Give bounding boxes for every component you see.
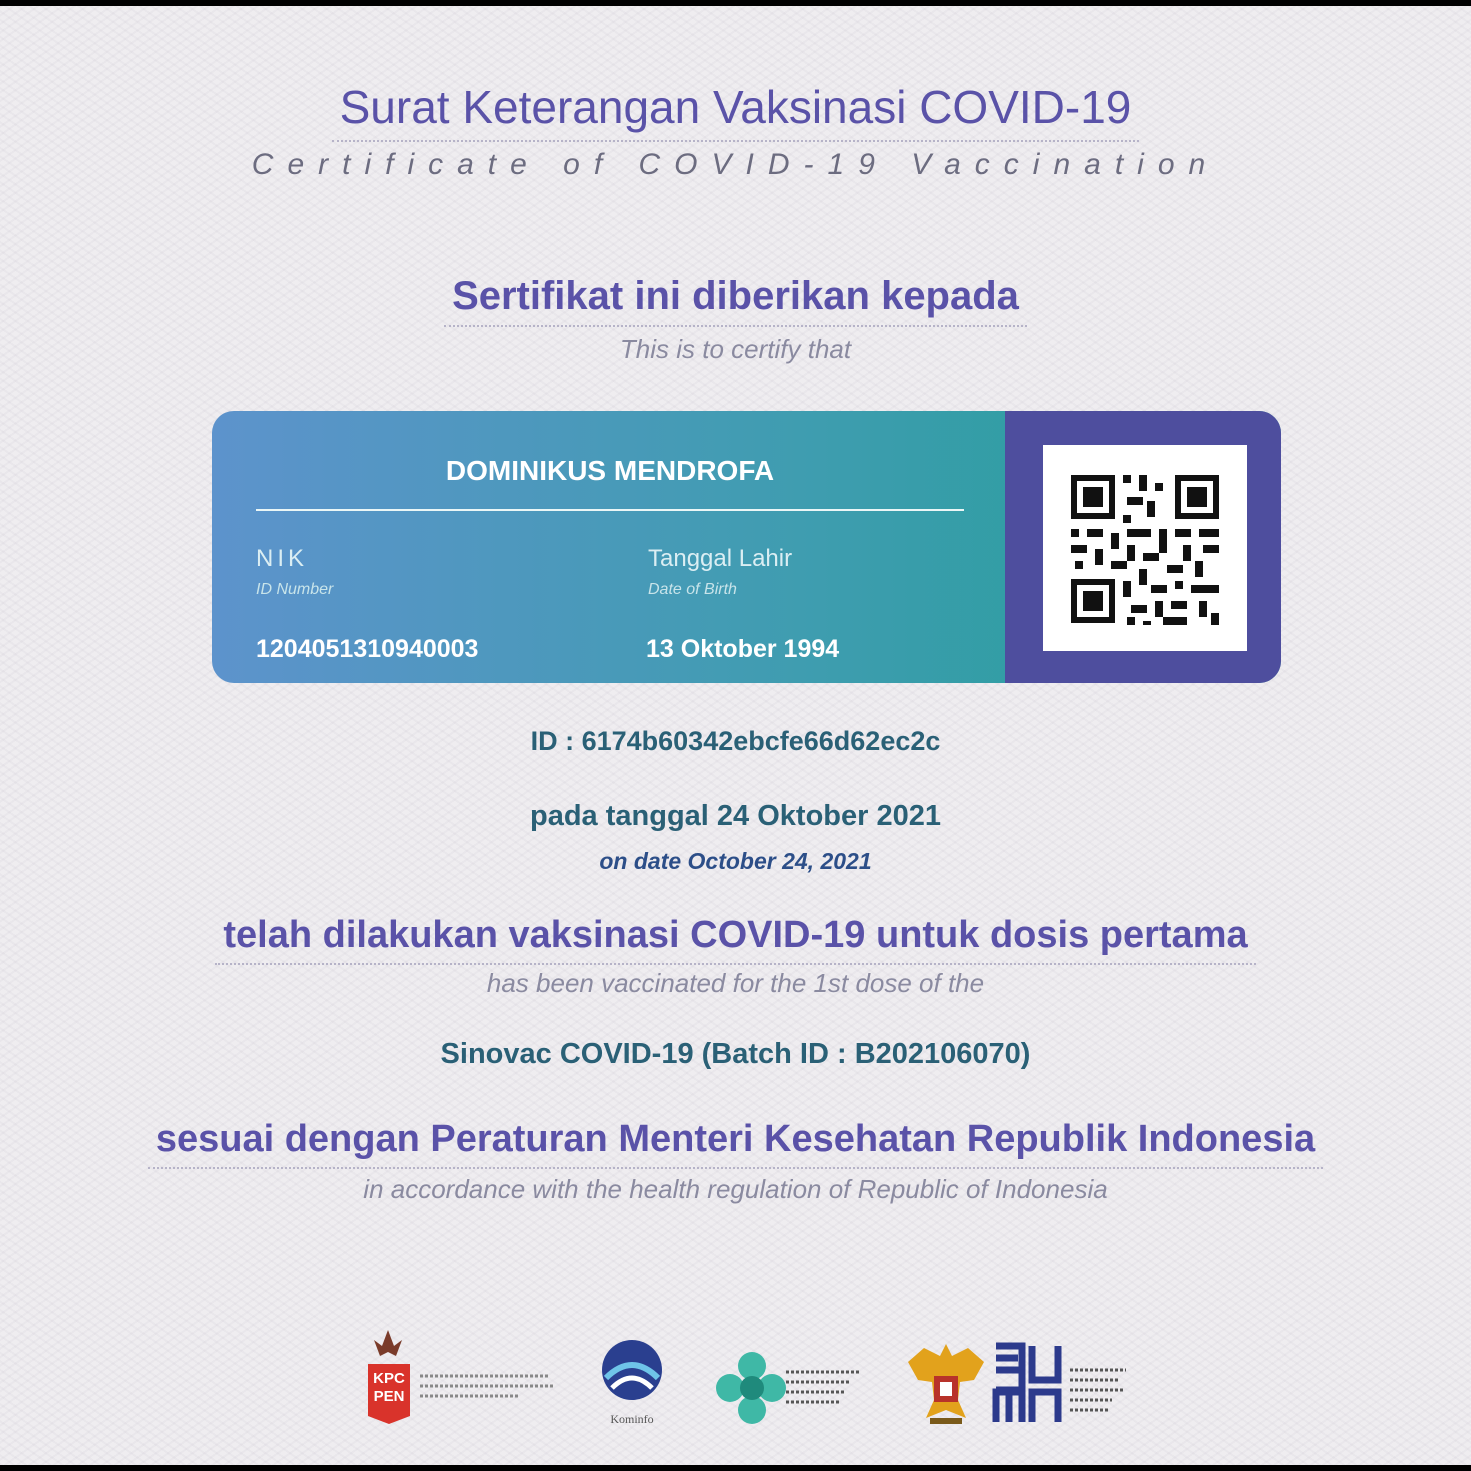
vaccine-batch: Sinovac COVID-19 (Batch ID : B202106070): [440, 1038, 1031, 1070]
kominfo-text: Kominfo: [610, 1412, 654, 1426]
vaccination-date-en: on date October 24, 2021: [599, 848, 872, 874]
garuda-icon: [904, 1340, 988, 1430]
dose-statement-en: has been vaccinated for the 1st dose of the: [486, 968, 985, 998]
identity-card: [212, 411, 1281, 683]
qr-code[interactable]: [1043, 445, 1247, 651]
certificate-id: ID : 6174b60342ebcfe66d62ec2c: [530, 726, 941, 756]
regulation-statement-en: in accordance with the health regulation of Republic of Indonesia: [363, 1174, 1108, 1204]
certificate-page: [0, 6, 1471, 1465]
kominfo-emblem-icon: [592, 1332, 672, 1412]
name-divider: [256, 509, 964, 511]
kominfo-logo: [592, 1332, 672, 1426]
kpcpen-top-text: KPC: [373, 1370, 405, 1387]
kemenkes-cross-icon: [710, 1350, 870, 1430]
garuda-pancasila-logo: [904, 1340, 988, 1435]
nik-sublabel: ID Number: [256, 581, 334, 598]
qr-panel: [1005, 411, 1281, 683]
qr-code-icon: [1043, 445, 1247, 651]
bumn-logo: [992, 1340, 1132, 1435]
regulation-statement: sesuai dengan Peraturan Menteri Kesehatan Republik Indonesia: [0, 1118, 1471, 1169]
dose-statement: telah dilakukan vaksinasi COVID-19 untuk dosis pertama: [0, 914, 1471, 965]
dob-value: 13 Oktober 1994: [646, 635, 840, 663]
vaccination-date: pada tanggal 24 Oktober 2021: [530, 800, 941, 832]
certificate-subtitle: Certificate of COVID-19 Vaccination: [251, 148, 1220, 181]
kpcpen-logo: [368, 1326, 558, 1431]
nik-label: NIK: [256, 545, 309, 572]
certificate-title: Surat Keterangan Vaksinasi COVID-19: [0, 80, 1471, 142]
holder-name: DOMINIKUS MENDROFA: [445, 455, 775, 486]
recipient-intro: Sertifikat ini diberikan kepada: [0, 274, 1471, 327]
kemenkes-logo: [710, 1350, 870, 1435]
dob-label: Tanggal Lahir: [648, 545, 793, 572]
bumn-emblem-icon: [992, 1340, 1132, 1430]
dob-sublabel: Date of Birth: [648, 581, 737, 598]
logo-strip: [0, 1326, 1471, 1436]
recipient-intro-en: This is to certify that: [619, 334, 852, 364]
nik-value: 1204051310940003: [256, 635, 479, 663]
kpcpen-bottom-text: PEN: [373, 1388, 405, 1405]
